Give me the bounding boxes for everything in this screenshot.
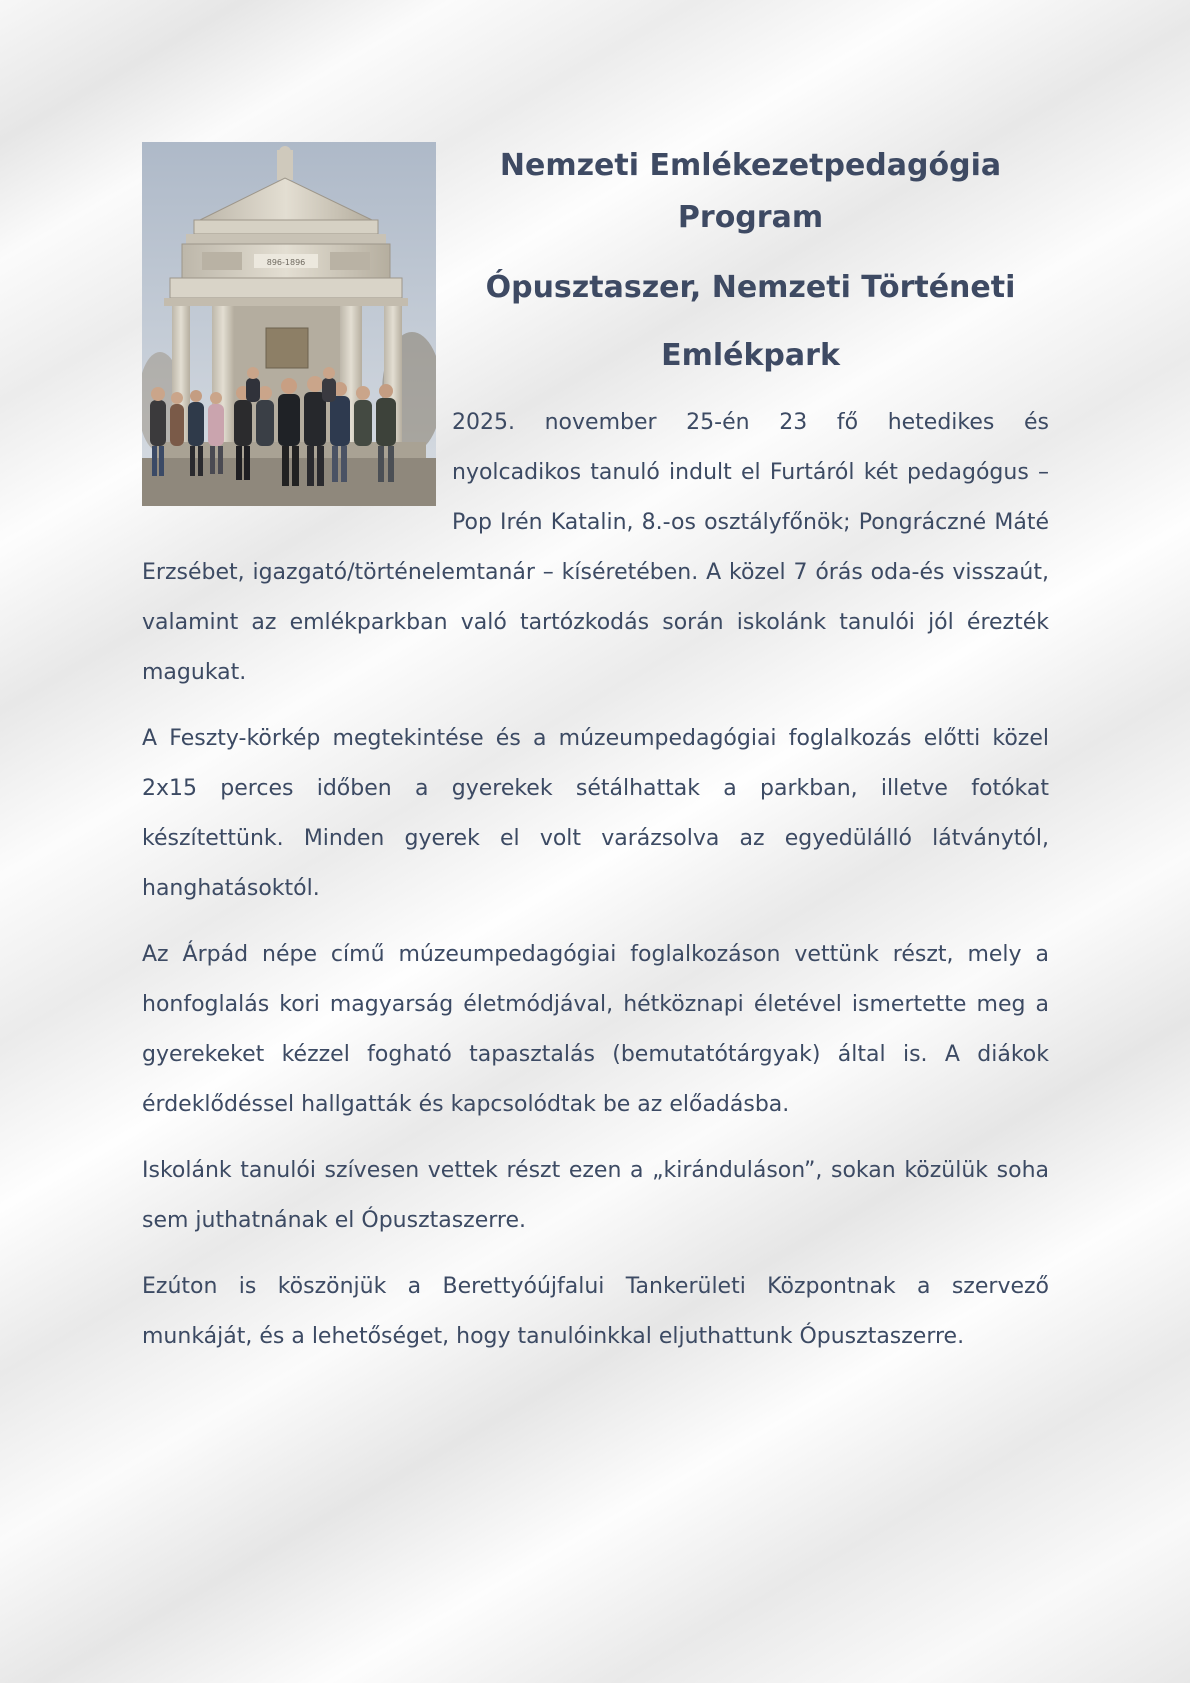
document-page [142, 140, 1049, 1378]
paragraph-1: 2025. november 25-én 23 fő hetedikes és nyolcadikos tanuló indult el Furtáról két pedagógus – Pop Irén Katalin, 8.-os osztályfőnök; Pongráczné Máté Erzsébet, igazgató/történelemtanár – kíséretében. A közel 7 órás oda-és visszaút, valamint az emlékparkban való tartózkodás során iskolánk tanulói jól érezték magukat. [142, 410, 1049, 685]
document-subtitle: Ópusztaszer, Nemzeti Történeti Emlékpark [485, 270, 1016, 373]
paragraph-5: Ezúton is köszönjük a Berettyóújfalui Tankerületi Központnak a szervező munkáját, és a lehetőséget, hogy tanulóinkkal eljuthattunk Ópusztaszerre. [142, 1274, 1049, 1349]
paragraph-4: Iskolánk tanulói szívesen vettek részt ezen a „kiránduláson”, sokan közülük soha sem juthatnának el Ópusztaszerre. [142, 1158, 1049, 1233]
memorial-inscription: 896-1896 [266, 258, 306, 267]
memorial-illustration [142, 142, 436, 506]
paragraph-3: Az Árpád népe című múzeumpedagógiai foglalkozáson vettünk részt, mely a honfoglalás kori magyarság életmódjával, hétköznapi életével ismertette meg a gyerekeket kézzel fogható tapasztalás (bemutatótárgyak) által is. A diákok érdeklődéssel hallgatták és kapcsolódtak be az előadásba. [142, 942, 1049, 1117]
group-photo [142, 142, 436, 506]
document-title: Nemzeti Emlékezetpedagógia Program [499, 148, 1002, 235]
paragraph-2: A Feszty-körkép megtekintése és a múzeumpedagógiai foglalkozás előtti közel 2x15 perces időben a gyerekek sétálhattak a parkban, illetve fotókat készítettünk. Minden gyerek el volt varázsolva az egyedülálló látványtól, hanghatásoktól. [142, 726, 1049, 901]
